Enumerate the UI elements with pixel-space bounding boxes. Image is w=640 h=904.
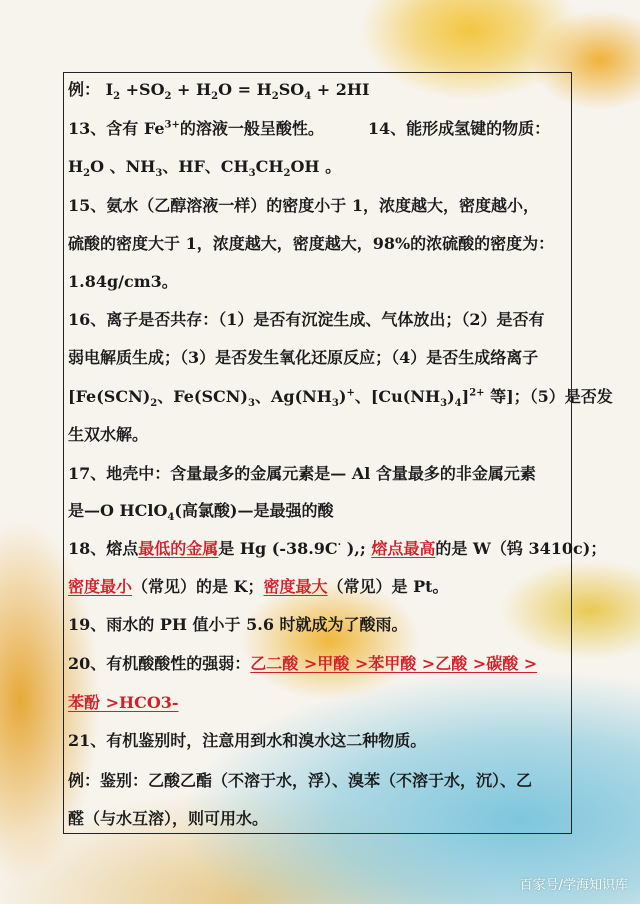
subscript: 4 xyxy=(304,91,312,103)
text-line xyxy=(68,387,613,410)
text-segment: 例： xyxy=(68,80,106,99)
text-segment: 1.84g/cm3。 xyxy=(68,272,178,291)
text-segment: O = H xyxy=(218,80,272,99)
highlighted-text: 最低的金属 xyxy=(138,539,219,558)
content-frame xyxy=(63,72,572,834)
text-segment: ),; xyxy=(341,539,372,558)
text-line xyxy=(68,539,607,559)
subscript: 3 xyxy=(440,398,448,410)
superscript: + xyxy=(346,387,355,399)
text-segment: （常见）是 Pt。 xyxy=(327,577,449,596)
text-line xyxy=(68,119,570,139)
text-segment: 、Ag(NH xyxy=(254,387,332,406)
text-segment: 的是 W（钨 3410c)； xyxy=(435,539,607,558)
text-line xyxy=(68,310,570,330)
highlighted-text: 熔点最高 xyxy=(371,539,436,558)
text-segment: 15、氨水（乙醇溶液一样）的密度小于 1，浓度越大，密度越小， xyxy=(68,196,539,215)
watermark: 百家号/学海知识库 xyxy=(519,878,628,893)
text-segment: 13、含有 Fe xyxy=(68,119,165,138)
text-segment: 21、有机鉴别时，注意用到水和溴水这二种物质。 xyxy=(68,731,427,750)
text-segment: I xyxy=(105,80,114,99)
text-segment: 生双水解。 xyxy=(68,425,149,444)
text-segment: 的溶液一般呈酸性。 xyxy=(179,119,324,138)
text-line xyxy=(68,731,570,751)
text-segment: + 2HI xyxy=(311,80,370,99)
text-segment: 硫酸的密度大于 1，浓度越大，密度越大，98%的浓硫酸的密度为： xyxy=(68,234,555,253)
text-segment: O 、NH xyxy=(90,157,156,176)
text-segment: 是 Hg (-38.9C xyxy=(218,539,338,558)
text-segment: H xyxy=(68,157,84,176)
text-line xyxy=(68,464,570,484)
subscript: 3 xyxy=(331,398,339,410)
text-segment: 17、地壳中：含量最多的金属元素是— Al 含量最多的非金属元素 xyxy=(68,464,536,483)
subscript: 3 xyxy=(248,398,255,410)
text-segment: 例：鉴别：乙酸乙酯（不溶于水，浮）、溴苯（不溶于水，沉）、乙 xyxy=(68,771,533,790)
subscript: 4 xyxy=(167,512,175,524)
text-line xyxy=(68,425,570,445)
text-line xyxy=(68,157,570,180)
subscript: 2 xyxy=(283,168,291,180)
text-segment: 14、能形成氢键的物质： xyxy=(367,119,551,138)
text-segment: 是—O HClO xyxy=(68,501,168,520)
superscript: · xyxy=(337,539,342,551)
subscript: 2 xyxy=(164,91,172,103)
text-line xyxy=(68,577,570,597)
text-segment: CH xyxy=(255,157,284,176)
highlighted-text: 密度最小 xyxy=(68,577,133,596)
text-line xyxy=(68,234,570,254)
text-segment: [Fe(SCN) xyxy=(68,387,151,406)
subscript: 2 xyxy=(150,398,158,410)
text-line xyxy=(68,693,570,713)
highlighted-text: 苯酚 >HCO3- xyxy=(68,693,179,712)
text-segment: OH 。 xyxy=(290,157,342,176)
text-segment: 醛（与水互溶），则可用水。 xyxy=(68,809,269,828)
subscript: 4 xyxy=(454,398,462,410)
text-line xyxy=(68,196,570,216)
text-segment: 20、有机酸酸性的强弱： xyxy=(68,654,251,673)
text-segment: 18、熔点 xyxy=(68,539,139,558)
subscript: 2 xyxy=(211,91,219,103)
text-line xyxy=(68,272,570,292)
text-segment: 19、雨水的 PH 值小于 5.6 时就成为了酸雨。 xyxy=(68,615,408,634)
superscript: 3+ xyxy=(164,119,180,131)
text-segment: (高氯酸)—是最强的酸 xyxy=(174,501,334,520)
text-segment: ) xyxy=(447,387,455,406)
text-segment: +SO xyxy=(120,80,165,99)
highlighted-text: 密度最大 xyxy=(263,577,328,596)
text-segment: （常见）的是 K； xyxy=(132,577,264,596)
text-segment: ) xyxy=(338,387,347,406)
text-line xyxy=(68,615,570,635)
text-segment: 、[Cu(NH xyxy=(354,387,441,406)
superscript: 2+ xyxy=(469,387,485,399)
subscript: 3 xyxy=(155,168,163,180)
text-line xyxy=(68,771,570,791)
subscript: 3 xyxy=(248,168,256,180)
text-segment: SO xyxy=(278,80,305,99)
subscript: 2 xyxy=(113,91,121,103)
text-segment: 、HF、CH xyxy=(162,157,249,176)
text-line xyxy=(68,348,570,368)
text-line xyxy=(68,80,570,103)
subscript: 2 xyxy=(83,168,91,180)
text-segment: + H xyxy=(171,80,212,99)
text-segment: 弱电解质生成；（3）是否发生氧化还原反应；（4）是否生成络离子 xyxy=(68,348,539,367)
text-segment: ] xyxy=(461,387,470,406)
highlighted-text: 乙二酸 >甲酸 >苯甲酸 >乙酸 >碳酸 > xyxy=(250,654,538,673)
text-segment: 、Fe(SCN) xyxy=(157,387,248,406)
text-segment: 等]；（5）是否发 xyxy=(484,387,613,406)
text-line xyxy=(68,501,570,524)
text-line xyxy=(68,654,570,674)
subscript: 2 xyxy=(271,91,279,103)
text-segment: 16、离子是否共存：（1）是否有沉淀生成、气体放出；（2）是否有 xyxy=(68,310,545,329)
text-line xyxy=(68,809,570,829)
